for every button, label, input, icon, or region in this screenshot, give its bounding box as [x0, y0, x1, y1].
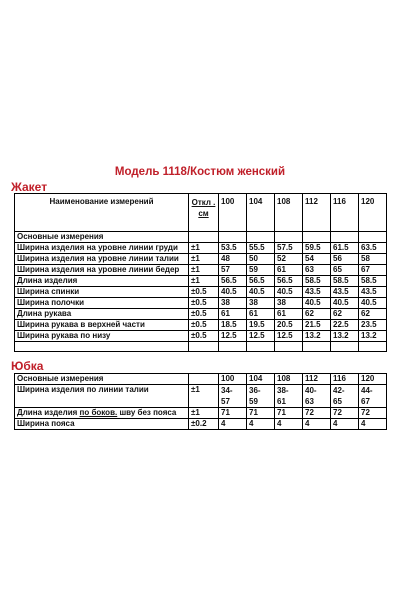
tolerance-value: ±1: [189, 265, 219, 276]
skirt-size-table: [14, 373, 387, 430]
size-value: 61.5: [331, 243, 359, 254]
tolerance-value: ±1: [189, 243, 219, 254]
size-range-part: 63: [305, 397, 314, 406]
column-header-size: 104: [247, 374, 275, 385]
size-value: 62: [359, 309, 387, 320]
column-header-size: 120: [359, 194, 387, 232]
empty-cell: [331, 232, 359, 243]
size-value: [331, 385, 359, 408]
column-header-size: 100: [219, 374, 247, 385]
empty-cell: [359, 232, 387, 243]
skirt-section-label: Юбка: [11, 359, 44, 373]
empty-cell: [189, 232, 219, 243]
size-value: 61: [275, 265, 303, 276]
size-value: 38: [247, 298, 275, 309]
size-range-part: 42-: [333, 386, 345, 395]
size-range-part: 34-: [221, 386, 233, 395]
tolerance-value: ±0.5: [189, 331, 219, 342]
empty-cell: [331, 342, 359, 352]
size-range-part: 44-: [361, 386, 373, 395]
size-value: 62: [331, 309, 359, 320]
group-label: Основные измерения: [15, 232, 189, 243]
size-range-part: 67: [361, 397, 370, 406]
size-value: [275, 385, 303, 408]
size-value: 56.5: [247, 276, 275, 287]
size-value: 52: [275, 254, 303, 265]
size-value: 56: [331, 254, 359, 265]
empty-cell: [303, 342, 331, 352]
model-title: Модель 1118/Костюм женский: [114, 166, 286, 178]
size-value: 55.5: [247, 243, 275, 254]
size-value: 13.2: [331, 331, 359, 342]
column-header-size: 112: [303, 194, 331, 232]
size-range-part: 38-: [277, 386, 289, 395]
size-range-part: 61: [277, 397, 286, 406]
empty-cell: [303, 232, 331, 243]
size-value: 48: [219, 254, 247, 265]
size-value: 43.5: [303, 287, 331, 298]
size-value: 58: [359, 254, 387, 265]
table-row: [15, 331, 387, 342]
measurement-name: Ширина изделия по линии талии: [15, 385, 189, 408]
size-value: 61: [275, 309, 303, 320]
size-value: 4: [359, 419, 387, 430]
empty-cell: [275, 232, 303, 243]
size-value: 71: [247, 408, 275, 419]
size-value: 43.5: [359, 287, 387, 298]
measurement-name: Ширина изделия на уровне линии бедер: [15, 265, 189, 276]
measurement-name: Ширина изделия на уровне линии груди: [15, 243, 189, 254]
table-row: [15, 265, 387, 276]
column-header-size: 116: [331, 194, 359, 232]
column-header-size: 108: [275, 194, 303, 232]
size-value: 50: [247, 254, 275, 265]
size-value: 72: [303, 408, 331, 419]
size-value: [219, 385, 247, 408]
column-header-size: 116: [331, 374, 359, 385]
size-value: 58.5: [331, 276, 359, 287]
empty-cell: [359, 342, 387, 352]
size-value: 58.5: [359, 276, 387, 287]
size-value: 57: [219, 265, 247, 276]
tolerance-value: ±0.5: [189, 298, 219, 309]
measurement-name: Ширина пояса: [15, 419, 189, 430]
measurement-name: Ширина рукава по низу: [15, 331, 189, 342]
empty-cell: [247, 342, 275, 352]
tolerance-value: ±1: [189, 408, 219, 419]
size-value: 4: [303, 419, 331, 430]
tolerance-value: ±0.5: [189, 287, 219, 298]
size-range-part: 40-: [305, 386, 317, 395]
measurement-name: Длина изделия: [15, 276, 189, 287]
size-value: 4: [275, 419, 303, 430]
measurement-name-part: Длина изделия: [17, 408, 80, 417]
size-value: 4: [331, 419, 359, 430]
size-value: 62: [303, 309, 331, 320]
size-value: 4: [219, 419, 247, 430]
size-value: 4: [247, 419, 275, 430]
table-header-row: [15, 374, 387, 385]
measurement-name: Ширина изделия на уровне линии талии: [15, 254, 189, 265]
size-value: 61: [219, 309, 247, 320]
size-value: 58.5: [303, 276, 331, 287]
size-value: 67: [359, 265, 387, 276]
empty-cell: [275, 342, 303, 352]
size-value: 38: [275, 298, 303, 309]
size-value: 12.5: [275, 331, 303, 342]
size-value: 63.5: [359, 243, 387, 254]
table-row: [15, 254, 387, 265]
measurement-name-part: по боков.: [79, 408, 118, 417]
size-value: 56.5: [219, 276, 247, 287]
tolerance-value: ±0.5: [189, 320, 219, 331]
size-value: 59: [247, 265, 275, 276]
size-value: 40.5: [303, 298, 331, 309]
measurement-name: Ширина полочки: [15, 298, 189, 309]
size-value: 57.5: [275, 243, 303, 254]
column-header-name: Наименование измерений: [15, 194, 189, 232]
table-row: [15, 243, 387, 254]
size-value: 19.5: [247, 320, 275, 331]
size-value: 72: [331, 408, 359, 419]
size-value: 40.5: [247, 287, 275, 298]
size-value: 54: [303, 254, 331, 265]
table-row: [15, 408, 387, 419]
size-value: 53.5: [219, 243, 247, 254]
table-row: [15, 309, 387, 320]
tolerance-value: ±1: [189, 385, 219, 408]
table-row: [15, 419, 387, 430]
size-range-part: 57: [221, 397, 230, 406]
measurement-name: [15, 408, 189, 419]
size-range-part: 36-: [249, 386, 261, 395]
size-value: 23.5: [359, 320, 387, 331]
size-value: 59.5: [303, 243, 331, 254]
size-value: 40.5: [359, 298, 387, 309]
empty-cell: [189, 374, 219, 385]
column-header-tolerance: Откл . см: [189, 194, 219, 232]
size-value: 71: [275, 408, 303, 419]
size-value: 40.5: [331, 298, 359, 309]
size-value: 38: [219, 298, 247, 309]
jacket-size-table: [14, 193, 387, 352]
tolerance-value: ±0.5: [189, 309, 219, 320]
size-value: 12.5: [219, 331, 247, 342]
size-range-part: 65: [333, 397, 342, 406]
size-value: 22.5: [331, 320, 359, 331]
group-label: Основные измерения: [15, 374, 189, 385]
size-value: 65: [331, 265, 359, 276]
column-header-size: 120: [359, 374, 387, 385]
column-header-size: 100: [219, 194, 247, 232]
empty-cell: [247, 232, 275, 243]
size-value: 71: [219, 408, 247, 419]
table-header-row: [15, 194, 387, 232]
size-value: 72: [359, 408, 387, 419]
size-value: 56.5: [275, 276, 303, 287]
size-value: 63: [303, 265, 331, 276]
column-header-size: 108: [275, 374, 303, 385]
size-value: 61: [247, 309, 275, 320]
size-value: 40.5: [219, 287, 247, 298]
table-row: [15, 320, 387, 331]
size-value: 40.5: [275, 287, 303, 298]
measurement-name: Ширина рукава в верхней части: [15, 320, 189, 331]
size-value: [303, 385, 331, 408]
size-range-part: 59: [249, 397, 258, 406]
tolerance-value: ±1: [189, 276, 219, 287]
empty-cell: [189, 342, 219, 352]
tolerance-value: ±1: [189, 254, 219, 265]
measurement-name: Ширина спинки: [15, 287, 189, 298]
size-value: 18.5: [219, 320, 247, 331]
size-value: 43.5: [331, 287, 359, 298]
size-value: [247, 385, 275, 408]
tolerance-value: ±0.2: [189, 419, 219, 430]
measurement-name: Длина рукава: [15, 309, 189, 320]
measurement-name-part: шву без пояса: [117, 408, 177, 417]
group-row: [15, 232, 387, 243]
table-row: [15, 287, 387, 298]
size-value: 21.5: [303, 320, 331, 331]
empty-cell: [15, 342, 189, 352]
size-value: 20.5: [275, 320, 303, 331]
blank-row: [15, 342, 387, 352]
size-value: 12.5: [247, 331, 275, 342]
table-row: [15, 385, 387, 408]
size-value: 13.2: [303, 331, 331, 342]
size-value: [359, 385, 387, 408]
jacket-section-label: Жакет: [11, 180, 48, 194]
table-row: [15, 298, 387, 309]
column-header-size: 104: [247, 194, 275, 232]
table-row: [15, 276, 387, 287]
size-value: 13.2: [359, 331, 387, 342]
empty-cell: [219, 342, 247, 352]
empty-cell: [219, 232, 247, 243]
column-header-size: 112: [303, 374, 331, 385]
